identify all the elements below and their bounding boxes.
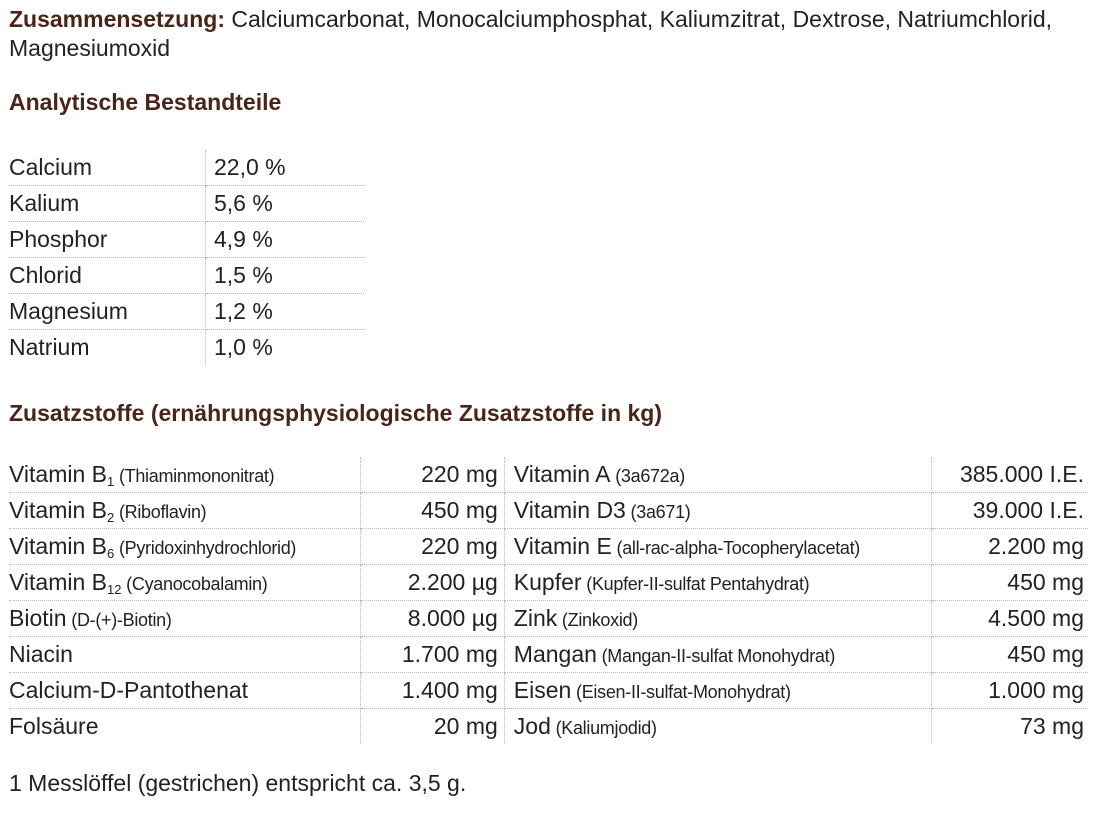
analytic-value: 1,2 % (206, 294, 365, 330)
analytic-name: Natrium (9, 330, 206, 366)
additive-value: 1.700 mg (360, 637, 504, 673)
additive-name: Vitamin D3 (513, 497, 626, 523)
additive-name: Eisen (513, 677, 572, 703)
additive-value: 39.000 I.E. (931, 493, 1088, 529)
additive-value: 220 mg (360, 529, 504, 565)
additive-name: Kupfer (513, 569, 582, 595)
additive-name-cell (9, 673, 360, 709)
additives-heading: Zusatzstoffe (ernährungsphysiologische Zusatzstoffe in kg) (9, 400, 663, 426)
table-row (9, 330, 364, 366)
additive-name-cell (9, 457, 360, 493)
additive-detail: (Mangan-II-sulfat Monohydrat) (596, 646, 836, 666)
additive-detail: (Riboflavin) (114, 502, 207, 522)
additive-name: Biotin (9, 605, 67, 631)
additive-name: Folsäure (9, 713, 99, 739)
additive-subscript: 2 (107, 510, 115, 525)
additive-value: 450 mg (360, 493, 504, 529)
table-row (9, 493, 1088, 529)
additive-value: 2.200 mg (931, 529, 1088, 565)
table-row (9, 186, 364, 222)
additive-value: 8.000 µg (360, 601, 504, 637)
analytic-name: Magnesium (9, 294, 206, 330)
table-row (9, 565, 1088, 601)
additive-subscript: 12 (107, 582, 122, 597)
table-row (9, 457, 1088, 493)
additive-name: Vitamin E (513, 533, 612, 559)
table-row (9, 222, 364, 258)
footer-note: 1 Messlöffel (gestrichen) entspricht ca. 3,5 g. (9, 770, 467, 796)
additive-name-cell (9, 565, 360, 601)
analytic-value: 5,6 % (206, 186, 365, 222)
additive-value: 450 mg (931, 637, 1088, 673)
table-row (9, 294, 364, 330)
additive-name-cell (9, 601, 360, 637)
additive-name-cell (9, 637, 360, 673)
analytic-name: Kalium (9, 186, 206, 222)
table-row (9, 529, 1088, 565)
additive-name: Niacin (9, 641, 73, 667)
additive-name-cell (504, 565, 931, 601)
analytic-name: Phosphor (9, 222, 206, 258)
analytic-value: 4,9 % (206, 222, 365, 258)
analytics-table (9, 150, 364, 365)
additive-value: 450 mg (931, 565, 1088, 601)
additive-name-cell (504, 493, 931, 529)
table-row (9, 709, 1088, 745)
additive-name-cell (9, 529, 360, 565)
table-row (9, 150, 364, 186)
additive-value: 2.200 µg (360, 565, 504, 601)
additive-detail: (3a671) (625, 502, 691, 522)
analytic-name: Chlorid (9, 258, 206, 294)
additive-value: 1.000 mg (931, 673, 1088, 709)
table-row (9, 673, 1088, 709)
additive-detail: (Kaliumjodid) (550, 718, 657, 738)
analytic-value: 1,5 % (206, 258, 365, 294)
additive-value: 4.500 mg (931, 601, 1088, 637)
table-row (9, 601, 1088, 637)
additive-name: Calcium-D-Pantothenat (9, 677, 249, 703)
additive-name-cell (504, 637, 931, 673)
additive-name: Zink (513, 605, 558, 631)
additive-name-cell (504, 601, 931, 637)
additive-value: 385.000 I.E. (931, 457, 1088, 493)
additive-name-cell (504, 529, 931, 565)
composition-text: Calciumcarbonat, Monocalciumphosphat, Kaliumzitrat, Dextrose, Natriumchlorid, Magnesiumoxid (9, 6, 1053, 61)
additive-name: Jod (513, 713, 551, 739)
additive-name-cell (9, 709, 360, 745)
additive-value: 220 mg (360, 457, 504, 493)
additive-detail: (Zinkoxid) (557, 610, 638, 630)
additive-name-cell (504, 709, 931, 745)
additive-name: Vitamin B (9, 569, 108, 595)
additive-name: Vitamin B (9, 533, 108, 559)
additive-subscript: 6 (107, 546, 115, 561)
analytics-heading: Analytische Bestandteile (9, 89, 282, 115)
table-row (9, 258, 364, 294)
composition-label: Zusammensetzung: (9, 6, 225, 32)
additive-name-cell (504, 457, 931, 493)
analytic-value: 1,0 % (214, 334, 273, 360)
additive-name: Vitamin A (513, 461, 611, 487)
additive-value: 1.400 mg (360, 673, 504, 709)
table-row (9, 637, 1088, 673)
additive-detail: (Thiaminmononitrat) (114, 466, 275, 486)
composition (9, 5, 1089, 63)
additives-table (9, 457, 1088, 744)
additive-value: 73 mg (1020, 713, 1084, 739)
additive-name-cell (504, 673, 931, 709)
additive-detail: (Cyanocobalamin) (121, 574, 268, 594)
additive-detail: (all-rac-alpha-Tocopherylacetat) (611, 538, 861, 558)
additive-name: Vitamin B (9, 461, 108, 487)
additive-name: Vitamin B (9, 497, 108, 523)
additive-value: 20 mg (360, 709, 504, 745)
additive-detail: (3a672a) (610, 466, 685, 486)
additive-detail: (Eisen-II-sulfat-Monohydrat) (571, 682, 791, 702)
additive-detail: (D-(+)-Biotin) (66, 610, 172, 630)
analytic-name: Calcium (9, 150, 206, 186)
analytic-value: 22,0 % (206, 150, 365, 186)
additive-detail: (Kupfer-II-sulfat Pentahydrat) (581, 574, 810, 594)
additive-name-cell (9, 493, 360, 529)
additive-subscript: 1 (107, 474, 115, 489)
additive-name: Mangan (513, 641, 597, 667)
additive-detail: (Pyridoxinhydrochlorid) (114, 538, 297, 558)
